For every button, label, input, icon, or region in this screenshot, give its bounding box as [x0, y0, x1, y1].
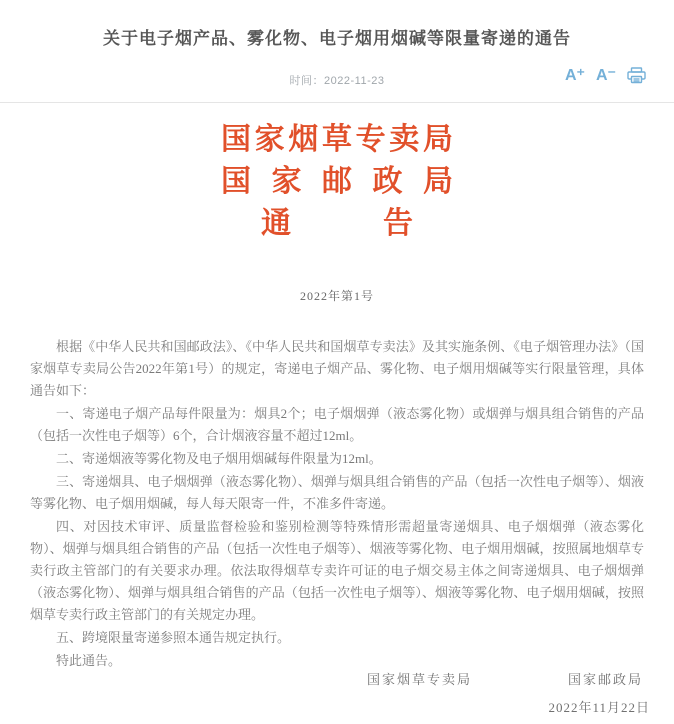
closing-line: 特此通告。 — [56, 653, 122, 668]
notice-paragraph: 四、对因技术审评、质量监督检验和鉴别检测等特殊情形需超量寄递烟具、电子烟烟弹（液态雾化物）、烟弹与烟具组合销售的产品（包括一次性电子烟等）、烟液等雾化物、电子烟用烟碱，按照属地烟草专卖行政主管部门的有关要求办理。依法取得烟草专卖许可证的电子烟交易主体之间寄递烟具、电子烟烟弹（液态雾化物）、烟弹与烟具组合销售的产品（包括一次性电子烟等）、烟液等雾化物、电子烟用烟碱，按照烟草专卖行政主管部门的有关规定办理。 — [30, 519, 644, 622]
notice-body — [30, 336, 644, 672]
notice-paragraph: 根据《中华人民共和国邮政法》、《中华人民共和国烟草专卖法》及其实施条例、《电子烟管理办法》（国家烟草专卖局公告2022年第1号）的规定，寄递电子烟产品、雾化物、电子烟用烟碱等实行限量管理，具体通告如下： — [30, 339, 644, 398]
page-title: 关于电子烟产品、雾化物、电子烟用烟碱等限量寄递的通告 — [103, 29, 571, 48]
notice-paragraph: 三、寄递烟具、电子烟烟弹（液态雾化物）、烟弹与烟具组合销售的产品（包括一次性电子烟等）、烟液等雾化物、电子烟用烟碱，每人每天限寄一件，不准多件寄递。 — [30, 474, 644, 511]
agency-title-line-2: 国 家 邮 政 局 — [221, 165, 453, 198]
signature-block — [0, 669, 674, 716]
notice-paragraph: 二、寄递烟液等雾化物及电子烟用烟碱每件限量为12ml。 — [56, 451, 382, 466]
notice-type-line: 通 告 — [261, 207, 413, 240]
printer-icon — [627, 72, 646, 87]
notice-paragraph: 五、跨境限量寄递参照本通告规定执行。 — [56, 630, 291, 645]
font-decrease-button[interactable]: A⁻ — [596, 66, 616, 84]
toolbar — [565, 67, 646, 84]
print-button[interactable] — [627, 67, 646, 84]
notice-paragraph: 一、寄递电子烟产品每件限量为：烟具2个；电子烟烟弹（液态雾化物）或烟弹与烟具组合销售的产品（包括一次性电子烟等）6个，合计烟液容量不超过12ml。 — [30, 406, 644, 443]
doc-number: 2022年第1号 — [299, 289, 374, 303]
signature-post-bureau: 国家邮政局 — [567, 672, 643, 687]
font-increase-button[interactable]: A⁺ — [565, 66, 585, 84]
signature-date: 2022年11月22日 — [548, 700, 650, 715]
header-divider — [0, 102, 674, 103]
notice-page — [0, 24, 674, 724]
publish-date: 时间：2022-11-23 — [289, 75, 385, 87]
signature-tobacco-bureau: 国家烟草专卖局 — [366, 672, 472, 687]
agency-title-line-1: 国 家 烟 草 专 卖 局 — [221, 123, 453, 156]
meta-row — [0, 65, 674, 95]
agency-title — [221, 119, 453, 245]
